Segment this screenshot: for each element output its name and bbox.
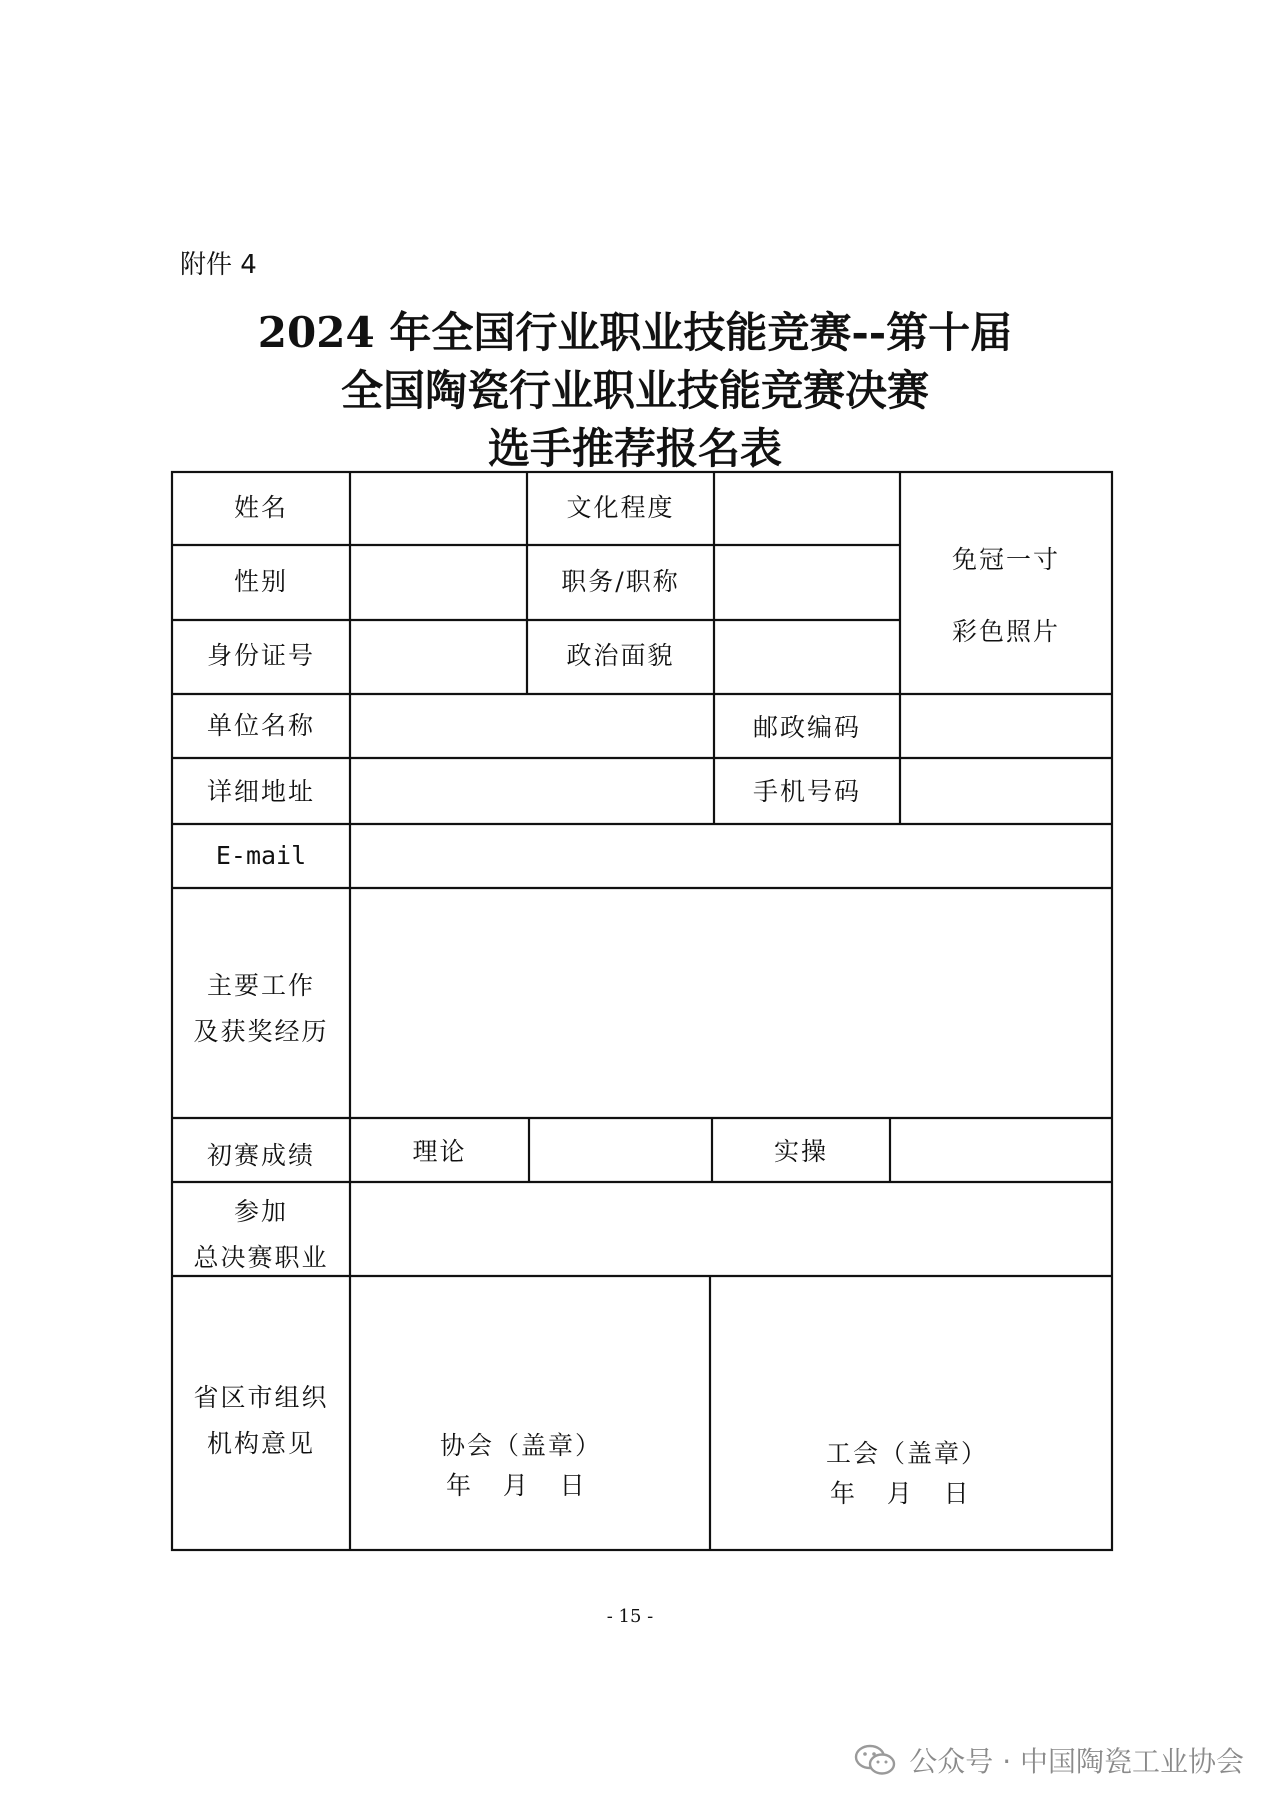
form-title-line2: 全国陶瓷行业职业技能竞赛决赛 — [340, 366, 929, 415]
label-id-number: 身份证号 — [206, 641, 315, 670]
label-theory: 理论 — [412, 1137, 467, 1166]
wechat-watermark — [853, 1738, 1244, 1782]
photo-note-line1: 免冠一寸 — [951, 545, 1060, 574]
label-experience-line1: 主要工作 — [206, 971, 315, 1000]
watermark-text: 公众号 · 中国陶瓷工业协会 — [909, 1745, 1244, 1778]
label-political-status: 政治面貌 — [566, 641, 675, 670]
label-address: 详细地址 — [206, 777, 315, 806]
union-date: 年 月 日 — [830, 1479, 971, 1508]
form-title-line3: 选手推荐报名表 — [487, 424, 782, 473]
attachment-label: 附件 4 — [180, 250, 257, 280]
label-education: 文化程度 — [566, 493, 675, 522]
photo-note-line2: 彩色照片 — [951, 617, 1060, 646]
label-experience-line2: 及获奖经历 — [193, 1017, 329, 1046]
label-prelim-score: 初赛成绩 — [206, 1141, 315, 1170]
page-number: - 15 - — [606, 1606, 654, 1627]
union-seal: 工会（盖章） — [826, 1439, 989, 1468]
label-mobile: 手机号码 — [752, 777, 861, 806]
form-title-line1: 2024 年全国行业职业技能竞赛--第十届 — [257, 308, 1013, 357]
association-date: 年 月 日 — [446, 1471, 587, 1500]
label-position: 职务/职称 — [561, 567, 680, 596]
association-seal: 协会（盖章） — [440, 1431, 603, 1460]
label-final-line1: 参加 — [233, 1197, 288, 1226]
label-employer: 单位名称 — [206, 711, 315, 740]
label-opinion-line2: 机构意见 — [206, 1429, 315, 1458]
label-postcode: 邮政编码 — [752, 713, 861, 742]
label-gender: 性别 — [233, 567, 288, 596]
label-email: E-mail — [215, 841, 307, 870]
label-final-line2: 总决赛职业 — [193, 1243, 329, 1272]
label-name: 姓名 — [233, 493, 288, 522]
label-opinion-line1: 省区市组织 — [193, 1383, 329, 1412]
label-practice: 实操 — [773, 1137, 828, 1166]
wechat-icon — [853, 1743, 897, 1777]
